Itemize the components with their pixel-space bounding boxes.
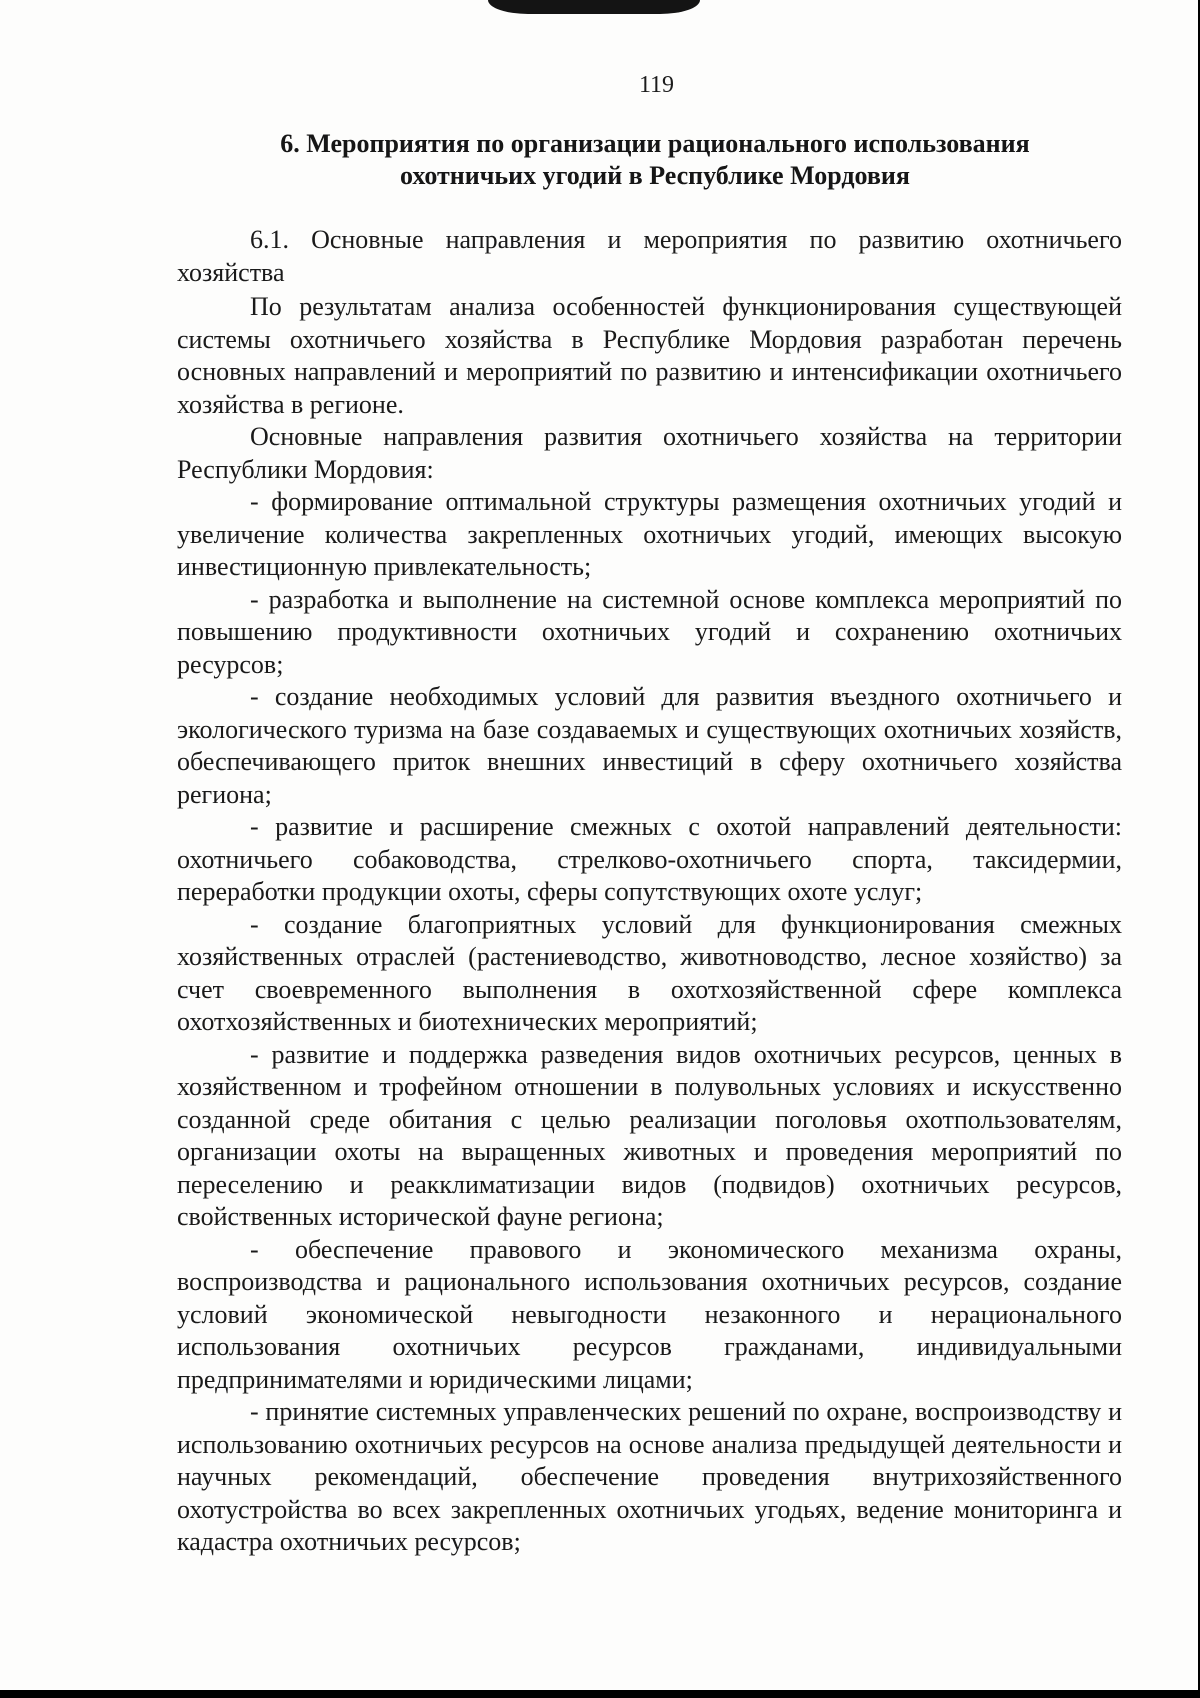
list-item: - формирование оптимальной структуры размещения охотничьих угодий и увеличение количества закрепленных охотничьих угодий, имеющих высокую инвестиционную привлекательность; <box>177 487 1122 581</box>
intro-paragraph: По результатам анализа особенностей функционирования существующей системы охотничьего хозяйства в Республике Мордовия разработан перечень основных направлений и мероприятий по развитию и интенсификации охотничьего хозяйства в регионе. <box>177 292 1122 419</box>
list-item: - принятие системных управленческих решений по охране, воспроизводству и использованию охотничьих ресурсов на основе анализа предыдущей деятельности и научных рекомендаций, обеспечение проведения внутрихозяйственного охотустройства во всех закрепленных охотничьих угодьях, ведение мониторинга и кадастра охотничьих ресурсов; <box>177 1397 1122 1556</box>
section-title-line-1: 6. Мероприятия по организации рационального использования <box>280 129 1030 158</box>
section-title <box>210 128 1100 192</box>
list-item: - создание необходимых условий для развития въездного охотничьего и экологического туризма на базе создаваемых и существующих охотничьих хозяйств, обеспечивающего приток внешних инвестиций в сферу охотничьего хозяйства региона; <box>177 682 1122 809</box>
section-title-line-2: охотничьих угодий в Республике Мордовия <box>400 161 910 190</box>
subsection-heading: 6.1. Основные направления и мероприятия по развитию охотничьего хозяйства <box>177 225 1122 287</box>
list-item: - создание благоприятных условий для функционирования смежных хозяйственных отраслей (растениеводство, животноводство, лесное хозяйство) за счет своевременного выполнения в охотхозяйственной сфере комплекса охотхозяйственных и биотехнических мероприятий; <box>177 909 1122 1036</box>
list-item: - развитие и поддержка разведения видов охотничьих ресурсов, ценных в хозяйственном и трофейном отношении в полувольных условиях и искусственно созданной среде обитания с целью реализации поголовья охотпользователям, организации охоты на выращенных животных и проведения мероприятий по переселению и реакклиматизации видов (подвидов) охотничьих ресурсов, свойственных исторической фауне региона; <box>177 1039 1122 1231</box>
scan-edge-shadow <box>488 0 700 14</box>
page-number: 119 <box>638 72 675 98</box>
list-item: - развитие и расширение смежных с охотой направлений деятельности: охотничьего собаководства, стрелково-охотничьего спорта, таксидермии, переработки продукции охоты, сферы сопутствующих охоте услуг; <box>177 812 1122 906</box>
list-item: - разработка и выполнение на системной основе комплекса мероприятий по повышению продуктивности охотничьих угодий и сохранению охотничьих ресурсов; <box>177 584 1122 679</box>
document-body <box>177 224 1122 1559</box>
directions-intro-paragraph: Основные направления развития охотничьего хозяйства на территории Республики Мордовия: <box>177 422 1122 484</box>
list-item: - обеспечение правового и экономического механизма охраны, воспроизводства и рационального использования охотничьих ресурсов, создание условий экономической невыгодности незаконного и нерационального использования охотничьих ресурсов гражданами, индивидуальными предпринимателями и юридическими лицами; <box>177 1234 1122 1394</box>
